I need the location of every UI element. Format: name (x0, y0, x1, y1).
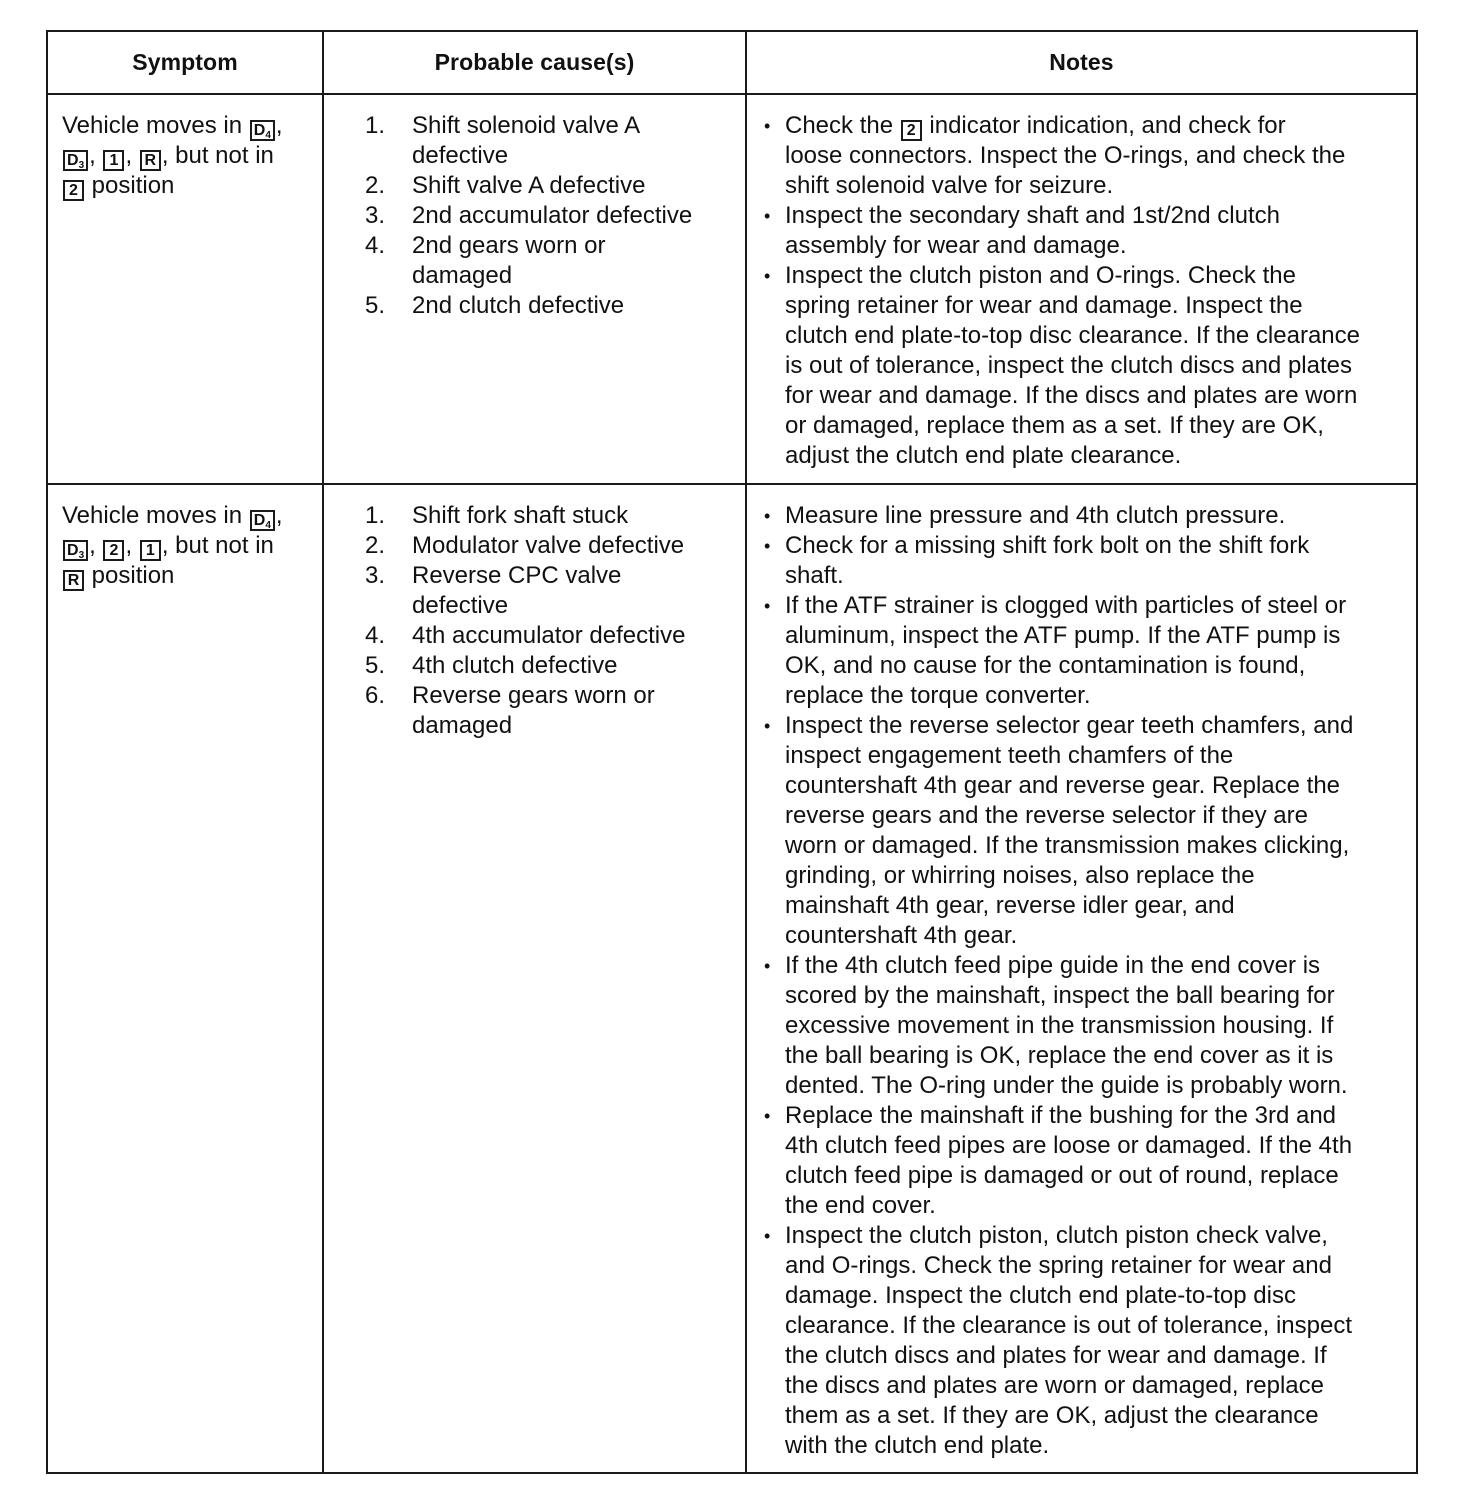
text-segment: Inspect the secondary shaft and 1st/2nd clutch (785, 202, 1280, 229)
header-row (47, 31, 1417, 94)
cause-item (365, 561, 745, 621)
note-text (785, 201, 1410, 261)
text-segment: indicator indication, and check for (922, 112, 1286, 139)
probable-causes-cell (323, 94, 746, 484)
note-line (785, 201, 1410, 231)
position-1-icon (140, 540, 161, 561)
cause-line: 4th accumulator defective (412, 622, 686, 649)
cause-number: 4. (365, 622, 386, 649)
cause-item (365, 231, 745, 291)
position-d3-icon (63, 150, 88, 171)
note-line (785, 981, 1410, 1011)
cause-item (365, 501, 745, 531)
note-line (785, 1431, 1410, 1461)
note-item (763, 501, 1410, 531)
note-line (785, 1251, 1410, 1281)
position-subscript: 4 (265, 520, 271, 531)
cause-line: Shift valve A defective (412, 172, 646, 199)
symptom-line (62, 171, 322, 201)
text-segment: aluminum, inspect the ATF pump. If the ATF pump is (785, 622, 1341, 649)
cause-number: 5. (365, 652, 386, 679)
cause-number: 3. (365, 202, 386, 229)
position-subscript: 3 (78, 550, 85, 561)
note-line (785, 1221, 1410, 1251)
text-segment: grinding, or whirring noises, also replace the (785, 862, 1255, 889)
text-segment: If the ATF strainer is clogged with particles of steel or (785, 592, 1347, 619)
bullet-icon: • (764, 116, 771, 136)
note-line (785, 1161, 1410, 1191)
cause-line: 2nd accumulator defective (412, 202, 693, 229)
position-d4-icon (250, 510, 275, 531)
cause-text (412, 111, 745, 171)
text-segment: , (125, 142, 139, 169)
text-segment: countershaft 4th gear. (785, 922, 1018, 949)
cause-text (412, 621, 745, 651)
cause-text (412, 231, 745, 291)
cause-number: 5. (365, 292, 386, 319)
note-line (785, 921, 1410, 951)
note-line (785, 141, 1410, 171)
cause-line: defective (412, 592, 509, 619)
text-segment: inspect engagement teeth chamfers of the (785, 742, 1234, 769)
text-segment: Inspect the reverse selector gear teeth chamfers, and (785, 712, 1354, 739)
note-line (785, 411, 1410, 441)
text-segment: for wear and damage. If the discs and plates are worn (785, 382, 1358, 409)
text-segment: , but not in (161, 142, 274, 169)
note-text (785, 951, 1410, 1101)
note-line (785, 591, 1410, 621)
position-letter: D (67, 152, 79, 169)
bullet-icon: • (764, 1226, 771, 1246)
text-segment: with the clutch end plate. (785, 1432, 1050, 1459)
position-2-icon (901, 120, 922, 141)
note-line (785, 1071, 1410, 1101)
note-line (785, 1341, 1410, 1371)
cause-text (412, 651, 745, 681)
text-segment: Vehicle moves in (62, 112, 249, 139)
position-1-icon (103, 150, 124, 171)
text-segment: spring retainer for wear and damage. Inspect the (785, 292, 1303, 319)
text-segment: them as a set. If they are OK, adjust the clearance (785, 1402, 1319, 1429)
position-letter: R (144, 152, 157, 169)
note-text (785, 501, 1410, 531)
note-item (763, 591, 1410, 711)
text-segment: 4th clutch feed pipes are loose or damaged. If the 4th (785, 1132, 1353, 1159)
cause-item (365, 201, 745, 231)
note-line (785, 861, 1410, 891)
text-segment: clutch end plate-to-top disc clearance. If the clearance (785, 322, 1360, 349)
cause-text (412, 561, 745, 621)
note-item (763, 1101, 1410, 1221)
note-text (785, 591, 1410, 711)
text-segment: assembly for wear and damage. (785, 232, 1127, 259)
cause-line: 2nd gears worn or (412, 232, 606, 259)
column-header-symptom: Symptom (47, 31, 323, 94)
cause-item (365, 291, 745, 321)
note-line (785, 321, 1410, 351)
probable-causes-cell (323, 484, 746, 1473)
text-segment: , (89, 142, 103, 169)
table-row (47, 484, 1417, 1473)
text-segment: is out of tolerance, inspect the clutch discs and plates (785, 352, 1352, 379)
troubleshooting-table (46, 30, 1418, 1474)
cause-item (365, 621, 745, 651)
note-line (785, 621, 1410, 651)
text-segment: shift solenoid valve for seizure. (785, 172, 1114, 199)
note-line (785, 1371, 1410, 1401)
table-row (47, 94, 1417, 484)
cause-item (365, 651, 745, 681)
text-segment: adjust the clutch end plate clearance. (785, 442, 1182, 469)
note-line (785, 681, 1410, 711)
note-text (785, 711, 1410, 951)
note-line (785, 351, 1410, 381)
cause-number: 2. (365, 532, 386, 559)
note-line (785, 561, 1410, 591)
note-line (785, 1401, 1410, 1431)
cause-item (365, 531, 745, 561)
text-segment: clutch feed pipe is damaged or out of round, replace (785, 1162, 1339, 1189)
column-header-probable-causes: Probable cause(s) (323, 31, 746, 94)
notes-cell (746, 484, 1417, 1473)
text-segment: the ball bearing is OK, replace the end cover as it is (785, 1042, 1334, 1069)
position-d4-icon (250, 120, 275, 141)
note-line (785, 1311, 1410, 1341)
table-body (47, 94, 1417, 1473)
text-segment: dented. The O-ring under the guide is probably worn. (785, 1072, 1348, 1099)
text-segment: position (85, 562, 175, 589)
cause-text (412, 681, 745, 741)
symptom-line (62, 561, 322, 591)
note-line (785, 1011, 1410, 1041)
cause-number: 1. (365, 112, 386, 139)
position-letter: 1 (145, 542, 155, 559)
cause-text (412, 501, 745, 531)
text-segment: , (275, 112, 283, 139)
text-segment: the discs and plates are worn or damaged, replace (785, 1372, 1324, 1399)
note-line (785, 651, 1410, 681)
cause-number: 4. (365, 232, 386, 259)
note-line (785, 531, 1410, 561)
notes-cell (746, 94, 1417, 484)
cause-line: 2nd clutch defective (412, 292, 625, 319)
note-text (785, 1221, 1410, 1461)
symptom-cell (47, 94, 323, 484)
symptom-cell (47, 484, 323, 1473)
cause-item (365, 681, 745, 741)
bullet-icon: • (764, 716, 771, 736)
cause-line: Shift fork shaft stuck (412, 502, 629, 529)
text-segment: Check for a missing shift fork bolt on the shift fork (785, 532, 1310, 559)
cause-item (365, 171, 745, 201)
text-segment: loose connectors. Inspect the O-rings, and check the (785, 142, 1346, 169)
note-line (785, 501, 1410, 531)
note-text (785, 111, 1410, 201)
note-line (785, 1281, 1410, 1311)
text-segment: , (89, 532, 103, 559)
note-line (785, 1101, 1410, 1131)
position-letter: D (253, 512, 266, 529)
position-subscript: 4 (265, 130, 271, 141)
text-segment: shaft. (785, 562, 844, 589)
note-line (785, 741, 1410, 771)
note-line (785, 261, 1410, 291)
symptom-line (62, 141, 322, 171)
column-header-notes: Notes (746, 31, 1417, 94)
position-r-icon (63, 570, 84, 591)
text-segment: and O-rings. Check the spring retainer for wear and (785, 1252, 1332, 1279)
text-segment: clearance. If the clearance is out of tolerance, inspect (785, 1312, 1352, 1339)
position-letter: D (253, 122, 266, 139)
position-letter: D (67, 542, 79, 559)
text-segment: If the 4th clutch feed pipe guide in the end cover is (785, 952, 1321, 979)
cause-line: Modulator valve defective (412, 532, 685, 559)
bullet-icon: • (764, 956, 771, 976)
cause-line: Reverse gears worn or (412, 682, 655, 709)
symptom-line (62, 531, 322, 561)
note-line (785, 891, 1410, 921)
note-item (763, 531, 1410, 591)
text-segment: position (85, 172, 175, 199)
cause-text (412, 201, 745, 231)
cause-line: damaged (412, 712, 513, 739)
position-2-icon (63, 180, 84, 201)
text-segment: replace the torque converter. (785, 682, 1091, 709)
position-subscript: 3 (78, 160, 85, 171)
note-item (763, 201, 1410, 261)
note-line (785, 951, 1410, 981)
cause-line: Reverse CPC valve (412, 562, 622, 589)
text-segment: Vehicle moves in (62, 502, 249, 529)
note-line (785, 771, 1410, 801)
text-segment: , (125, 532, 139, 559)
cause-item (365, 111, 745, 171)
text-segment: Inspect the clutch piston, clutch piston check valve, (785, 1222, 1328, 1249)
position-letter: 1 (109, 152, 119, 169)
text-segment: Inspect the clutch piston and O-rings. Check the (785, 262, 1296, 289)
text-segment: damage. Inspect the clutch end plate-to-top disc (785, 1282, 1296, 1309)
note-text (785, 1101, 1410, 1221)
text-segment: excessive movement in the transmission housing. If (785, 1012, 1334, 1039)
text-segment: Check the (785, 112, 900, 139)
note-item (763, 261, 1410, 471)
text-segment: , but not in (161, 532, 274, 559)
text-segment: scored by the mainshaft, inspect the ball bearing for (785, 982, 1335, 1009)
bullet-icon: • (764, 1106, 771, 1126)
symptom-line (62, 501, 322, 531)
table-header (47, 31, 1417, 94)
bullet-icon: • (764, 206, 771, 226)
note-line (785, 231, 1410, 261)
cause-text (412, 531, 745, 561)
note-text (785, 531, 1410, 591)
text-segment: OK, and no cause for the contamination is found, (785, 652, 1306, 679)
cause-line: damaged (412, 262, 513, 289)
note-item (763, 711, 1410, 951)
text-segment: Measure line pressure and 4th clutch pressure. (785, 502, 1286, 529)
note-line (785, 1191, 1410, 1221)
position-letter: 2 (109, 542, 119, 559)
note-item (763, 951, 1410, 1101)
cause-number: 1. (365, 502, 386, 529)
bullet-icon: • (764, 266, 771, 286)
cause-line: 4th clutch defective (412, 652, 618, 679)
bullet-icon: • (764, 536, 771, 556)
position-r-icon (140, 150, 161, 171)
text-segment: reverse gears and the reverse selector if they are (785, 802, 1308, 829)
position-2-icon (103, 540, 124, 561)
text-segment: or damaged, replace them as a set. If they are OK, (785, 412, 1324, 439)
note-line (785, 711, 1410, 741)
note-text (785, 261, 1410, 471)
cause-text (412, 291, 745, 321)
note-item (763, 1221, 1410, 1461)
note-line (785, 171, 1410, 201)
text-segment: the end cover. (785, 1192, 936, 1219)
cause-line: defective (412, 142, 509, 169)
text-segment: , (275, 502, 283, 529)
note-line (785, 111, 1410, 141)
position-letter: 2 (69, 182, 78, 199)
note-line (785, 291, 1410, 321)
text-segment: the clutch discs and plates for wear and damage. If (785, 1342, 1327, 1369)
bullet-icon: • (764, 596, 771, 616)
note-line (785, 1131, 1410, 1161)
bullet-icon: • (764, 506, 771, 526)
note-line (785, 1041, 1410, 1071)
note-line (785, 381, 1410, 411)
note-line (785, 441, 1410, 471)
note-item (763, 111, 1410, 201)
note-line (785, 801, 1410, 831)
note-line (785, 831, 1410, 861)
text-segment: Replace the mainshaft if the bushing for the 3rd and (785, 1102, 1337, 1129)
position-d3-icon (63, 540, 88, 561)
cause-line: Shift solenoid valve A (412, 112, 641, 139)
text-segment: countershaft 4th gear and reverse gear. Replace the (785, 772, 1341, 799)
symptom-line (62, 111, 322, 141)
cause-number: 2. (365, 172, 386, 199)
position-letter: R (67, 572, 80, 589)
text-segment: worn or damaged. If the transmission makes clicking, (785, 832, 1350, 859)
text-segment: mainshaft 4th gear, reverse idler gear, and (785, 892, 1235, 919)
position-letter: 2 (906, 122, 916, 139)
cause-text (412, 171, 745, 201)
cause-number: 6. (365, 682, 386, 709)
cause-number: 3. (365, 562, 386, 589)
